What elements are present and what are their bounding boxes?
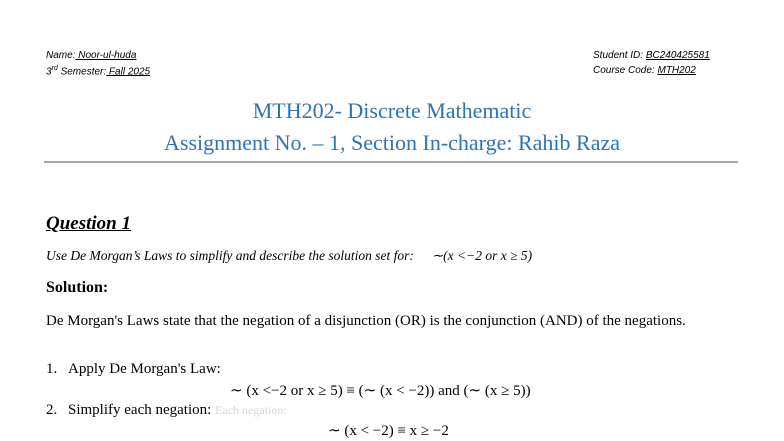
step-2-label: Simplify each negation: (68, 402, 212, 418)
semester-line (46, 65, 150, 77)
title-divider (44, 161, 738, 163)
step-1-label: Apply De Morgan's Law: (68, 361, 221, 377)
solution-heading: Solution: (46, 279, 109, 296)
course-code-value: MTH202 (657, 65, 696, 76)
name-line (46, 50, 136, 61)
step-1-number: 1. (46, 361, 58, 377)
course-code-label: Course Code: (593, 65, 658, 76)
question-heading: Question 1 (46, 213, 131, 234)
student-id-label: Student ID: (593, 50, 646, 61)
step-2 (46, 402, 287, 419)
semester-label: Semester: (57, 66, 107, 78)
solution-intro: De Morgan's Laws state that the negation of a disjunction (OR) is the conjunction (AND) of the negations. (46, 313, 686, 329)
question-expression: ∼(x <−2 or x ≥ 5) (431, 248, 533, 263)
step-2-equation: ∼ (x < −2) ≡ x ≥ −2 (328, 423, 449, 439)
student-id-value: BC240425581 (645, 50, 710, 61)
student-id-line (593, 50, 710, 61)
course-code-line (593, 65, 696, 76)
question-prompt (46, 248, 532, 264)
title-line-2: Assignment No. – 1, Section In-charge: Rahib Raza (164, 130, 620, 155)
name-label: Name: (46, 50, 76, 61)
title-line-1: MTH202- Discrete Mathematic (252, 98, 532, 123)
semester-suffix: rd (51, 65, 58, 72)
name-value: Noor-ul-huda (75, 50, 137, 61)
step-1 (46, 361, 221, 378)
step-1-equation: ∼ (x <−2 or x ≥ 5) ≡ (∼ (x < −2)) and (∼ (x ≥ 5)) (230, 383, 531, 399)
step-2-number: 2. (46, 402, 58, 418)
step-2-ghost-text: Each negation: (215, 403, 287, 417)
semester-value: Fall 2025 (106, 66, 151, 78)
semester-number: 3 (46, 66, 52, 78)
question-prompt-text: Use De Morgan’s Laws to simplify and describe the solution set for: (46, 248, 414, 263)
